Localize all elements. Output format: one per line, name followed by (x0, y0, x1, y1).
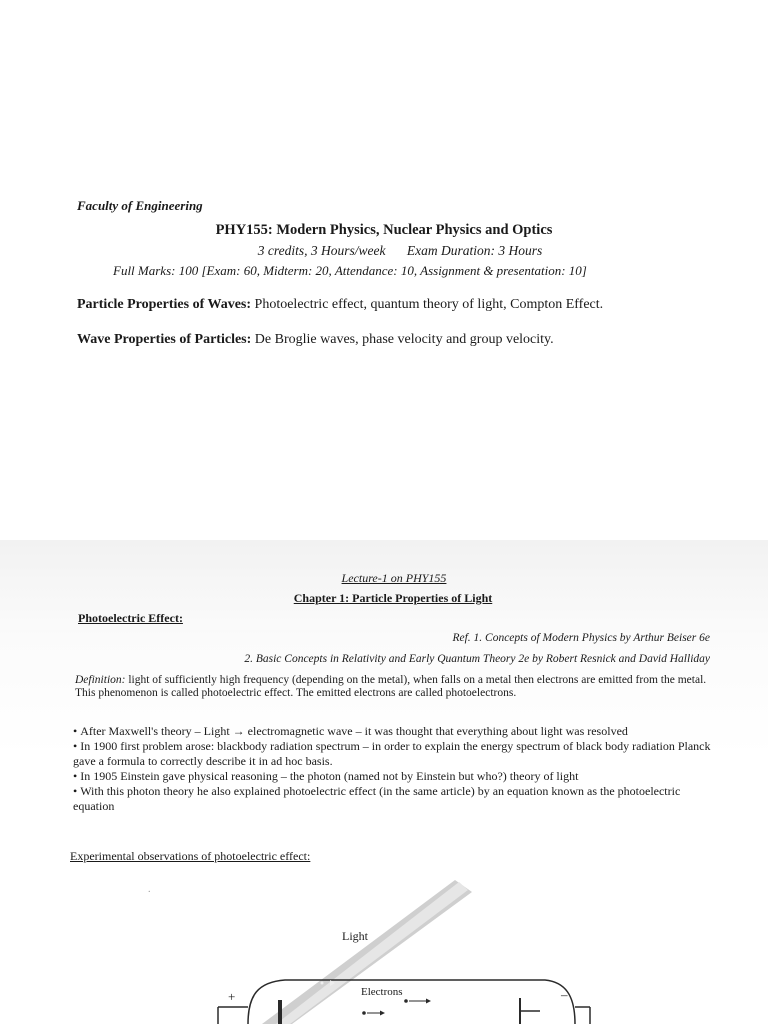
credits-line (0, 243, 768, 259)
topic-label: Particle Properties of Waves: (77, 297, 252, 312)
stray-mark: . (148, 884, 151, 895)
list-item: • In 1900 first problem arose: blackbody radiation spectrum – in order to explain the energy spectrum of black body radiation Planck gave a formula to correctly describe it in ad hoc basis. (73, 739, 723, 769)
topic-particle-properties (77, 297, 603, 313)
definition-text: light of sufficiently high frequency (depending on the metal), when falls on a metal then electrons are emitted from the metal. This phenomenon is called photoelectric effect. The emitted electrons are called photoelectrons. (75, 674, 707, 699)
electron-arrow-1 (404, 999, 431, 1004)
list-item: • With this photon theory he also explained photoelectric effect (in the same article) by an equation known as the photoelectric equation (73, 784, 723, 814)
topic-text: Photoelectric effect, quantum theory of light, Compton Effect. (251, 297, 604, 312)
light-beam-highlight (276, 882, 468, 1024)
minus-sign: – (561, 987, 568, 1002)
reference-2: 2. Basic Concepts in Relativity and Early Quantum Theory 2e by Robert Resnick and David Halliday (244, 653, 710, 665)
experimental-heading: Experimental observations of photoelectric effect: (70, 849, 311, 863)
section-heading: Photoelectric Effect: (78, 611, 183, 625)
exam-duration-text: Exam Duration: 3 Hours (406, 243, 543, 258)
plus-sign: + (228, 989, 236, 1004)
list-item: • After Maxwell's theory – Light → electromagnetic wave – it was thought that everything about light was resolved (73, 724, 723, 739)
lecture-title: Lecture-1 on PHY155 (341, 571, 447, 585)
electrons-label: Electrons (361, 986, 403, 998)
topic-label: Wave Properties of Particles: (77, 332, 252, 347)
definition-label: Definition: (75, 674, 126, 686)
chapter-title: Chapter 1: Particle Properties of Light (293, 591, 493, 605)
bullet-list (73, 724, 723, 814)
topic-text: De Broglie waves, phase velocity and group velocity. (251, 332, 554, 347)
full-marks-text: Full Marks: 100 [Exam: 60, Midterm: 20, Attendance: 10, Assignment & presentation: 10] (113, 263, 587, 278)
light-label: Light (342, 929, 368, 943)
credits-text: 3 credits, 3 Hours/week (257, 243, 386, 258)
course-title: PHY155: Modern Physics, Nuclear Physics and Optics (215, 222, 553, 238)
faculty-name: Faculty of Engineering (77, 198, 203, 213)
list-item: • In 1905 Einstein gave physical reasoning – the photon (named not by Einstein but who?) theory of light (73, 769, 723, 784)
photoelectric-diagram (0, 870, 768, 1024)
reference-1: Ref. 1. Concepts of Modern Physics by Arthur Beiser 6e (452, 632, 710, 644)
definition-paragraph (75, 674, 715, 700)
electron-arrow-2 (362, 1011, 385, 1016)
topic-wave-properties (77, 332, 554, 348)
